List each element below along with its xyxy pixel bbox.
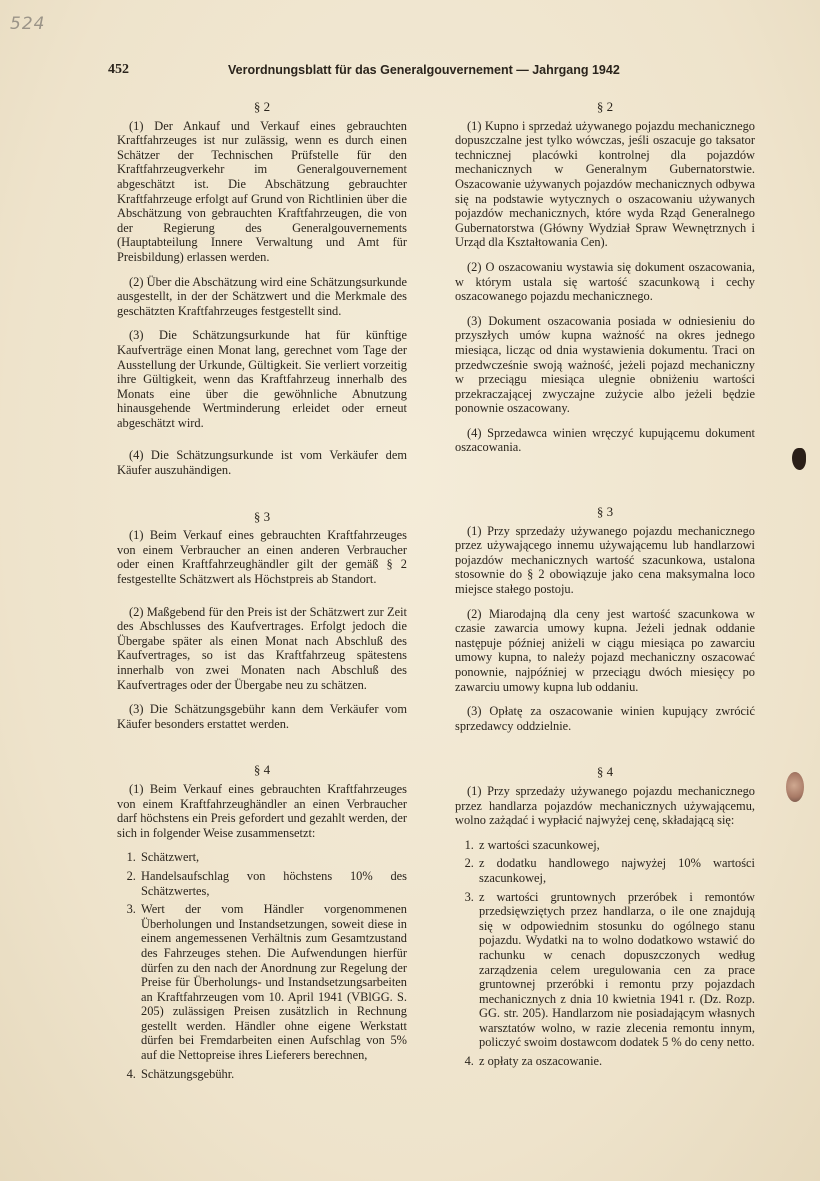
list-item: 3. z wartości gruntownych przeróbek i remontów przedsięwziętych przez handlarza, o ile one znajdują się w odpowiednim stosunku do ogólnego stanu pojazdu. Wydatki na to wolno dodatkowo wstawić do rachunku w cenach dopuszczonych według zarządzenia celem uregulowania cen za prace gruntownej przeróbki i remontu przy pojazdach mechanicznych z dnia 10 kwietnia 1941 r. (Dz. Rozp. GG. str. 205). Handlarzom nie posiadającym własnych warsztatów wolno, w razie zlecenia remontu innym, policzyć swoim dostawcom dodatek 5 % do ceny netto.: [477, 890, 755, 1051]
paragraph: (1) Kupno i sprzedaż używanego pojazdu mechanicznego dopuszczalne jest tylko wówczas, jeśli oszacuje go taksator technicznej placówki kontrolnej dla pojazdów mechanicznych w Generalnym Gubernatorstwie. Oszacowanie używanych pojazdów mechanicznych odbywa się na podstawie wytycznych o oszacowaniu używanych pojazdów mechanicznych, które wyda Rząd Generalnego Gubernatorstwa (Główny Wydział Spraw Wewnętrznych i Urząd dla Kształtowania Cen).: [455, 118, 755, 250]
paragraph: (1) Beim Verkauf eines gebrauchten Kraftfahrzeuges von einem Verbraucher an einen anderen Verbraucher oder einen Kraftfahrzeughändler gilt der gemäß § 2 festgestellte Schätzwert als Höchstpreis ab Standort.: [117, 528, 407, 587]
list-item: 3. Wert der vom Händler vorgenommenen Überholungen und Instandsetzungen, soweit diese in einem angemessenen Verhältnis zum Gesamtzustand des Fahrzeuges stehen. Die Aufwendungen hierfür dürfen zu den nach der Anordnung zur Regelung der Preise für Überholungs- und Instandsetzungsarbeiten an Kraftfahrzeugen vom 10. April 1941 (VBlGG. S. 205) zulässigen Preisen zusätzlich in Rechnung gestellt werden. Händler ohne eigene Werkstatt dürfen bei Fremdarbeiten einen Aufschlag von 5% auf die Nettopreise ihres Lieferers berechnen,: [139, 902, 407, 1063]
section-heading: § 4: [253, 762, 271, 778]
paragraph: (4) Sprzedawca winien wręczyć kupującemu dokument oszacowania.: [455, 425, 755, 455]
list-item: 2. Handelsaufschlag von höchstens 10% des Schätzwertes,: [139, 869, 407, 898]
section-heading: § 3: [596, 504, 614, 520]
paragraph: (2) Über die Abschätzung wird eine Schätzungsurkunde ausgestellt, in der der Schätzwert und die Merkmale des geschätzten Kraftfahrzeuges festgestellt sind.: [117, 274, 407, 318]
price-components-list: [455, 838, 755, 1069]
paragraph: (4) Die Schätzungsurkunde ist vom Verkäufer dem Käufer auszuhändigen.: [117, 448, 407, 478]
ink-blot: [792, 448, 806, 470]
list-item: 2. z dodatku handlowego najwyżej 10% wartości szacunkowej,: [477, 856, 755, 885]
paragraph: (3) Die Schätzungsurkunde hat für künftige Kaufverträge einen Monat lang, gerechnet vom Tage der Ausstellung der Urkunde, Gültigkeit. Sie verliert vorzeitig ihre Gültigkeit, wenn das Kraftfahrzeug innerhalb des Monats eine über die gewöhnliche Abnutzung hinausgehende Wertminderung erleidet oder erneut abgeschätzt wird.: [117, 328, 407, 430]
punch-hole: [786, 772, 804, 802]
paragraph: (2) O oszacowaniu wystawia się dokument oszacowania, w którym ustala się wartość szacunkową i cechy oszacowanego pojazdu mechanicznego.: [455, 259, 755, 304]
paragraph: (2) Maßgebend für den Preis ist der Schätzwert zur Zeit des Abschlusses des Kaufvertrages. Erfolgt jedoch die Übergabe später als einen Monat nach Abschluß des Kaufvertrages, so ist das Kraftfahrzeug spätestens innerhalb von zwei Monaten nach Abschluß des Kaufvertrages oder der Übergabe neu zu schätzen.: [117, 604, 407, 692]
paragraph: (3) Opłatę za oszacowanie winien kupujący zwrócić sprzedawcy oddzielnie.: [455, 704, 755, 733]
paragraph: (2) Miarodajną dla ceny jest wartość szacunkowa w czasie zawarcia umowy kupna. Jeżeli jednak oddanie następuje później aniżeli w ciągu miesiąca po zawarciu umowy kupna, to należy pojazd mechaniczny oszacować ponownie, najpóźniej w przeciągu dwóch miesięcy po zawarciu umowy kupna lub oddaniu.: [455, 606, 755, 694]
publication-title: Verordnungsblatt für das Generalgouvernement — Jahrgang 1942: [228, 63, 620, 77]
list-item: 4. z opłaty za oszacowanie.: [477, 1054, 755, 1069]
list-item: 4. Schätzungsgebühr.: [139, 1067, 407, 1082]
section-heading: § 4: [596, 764, 614, 780]
paragraph: (1) Beim Verkauf eines gebrauchten Kraftfahrzeuges von einem Kraftfahrzeughändler an einen Verbraucher darf höchstens ein Preis gefordert und gezahlt werden, der sich in folgender Weise zusammensetzt:: [117, 781, 407, 840]
german-column: [117, 100, 407, 1085]
section-heading: § 3: [253, 508, 271, 524]
section-heading: § 2: [253, 99, 271, 114]
section-heading: § 2: [596, 99, 614, 114]
list-item: 1. Schätzwert,: [139, 850, 407, 865]
paragraph: (3) Die Schätzungsgebühr kann dem Verkäufer vom Käufer besonders erstattet werden.: [117, 702, 407, 731]
polish-column: [455, 100, 755, 1073]
paragraph: (1) Przy sprzedaży używanego pojazdu mechanicznego przez używającego innemu używającemu lub handlarzowi pojazdów mechanicznych wartość szacunkowa, ustalona stosownie do § 2 obowiązuje jako cena maksymalna loco miejsce stałego postoju.: [455, 523, 755, 597]
paragraph: (3) Dokument oszacowania posiada w odniesieniu do przyszłych umów kupna ważność na okres jednego miesiąca, licząc od dnia wystawienia dokumentu. Traci on przedwcześnie swoją ważność, jeżeli pojazd mechaniczny w przeciągu miesiąca ulegnie obniżeniu wartości przekraczającej zwyczajne zużycie albo jeżeli będzie ponownie oszacowany.: [455, 313, 755, 416]
page-number: 452: [108, 62, 129, 77]
handwritten-archive-number: 524: [10, 14, 46, 34]
price-components-list: [117, 850, 407, 1081]
paragraph: (1) Der Ankauf und Verkauf eines gebrauchten Kraftfahrzeuges ist nur zulässig, wenn es durch einen Schätzer der Technischen Prüfstelle für den Kraftfahrzeugverkehr im Generalgouvernement abgeschätzt ist. Die Abschätzung gebrauchter Kraftfahrzeuge erfolgt auf Grund von Richtlinien über die Abschätzung von gebrauchten Kraftfahrzeugen, die von der Regierung des Generalgouvernements (Hauptabteilung Innere Verwaltung und Amt für Preisbildung) erlassen werden.: [117, 118, 407, 264]
paragraph: (1) Przy sprzedaży używanego pojazdu mechanicznego przez handlarza pojazdów mechanicznych używającemu, wolno zażądać i wypłacić najwyżej cenę, składającą się:: [455, 783, 755, 828]
list-item: 1. z wartości szacunkowej,: [477, 838, 755, 853]
